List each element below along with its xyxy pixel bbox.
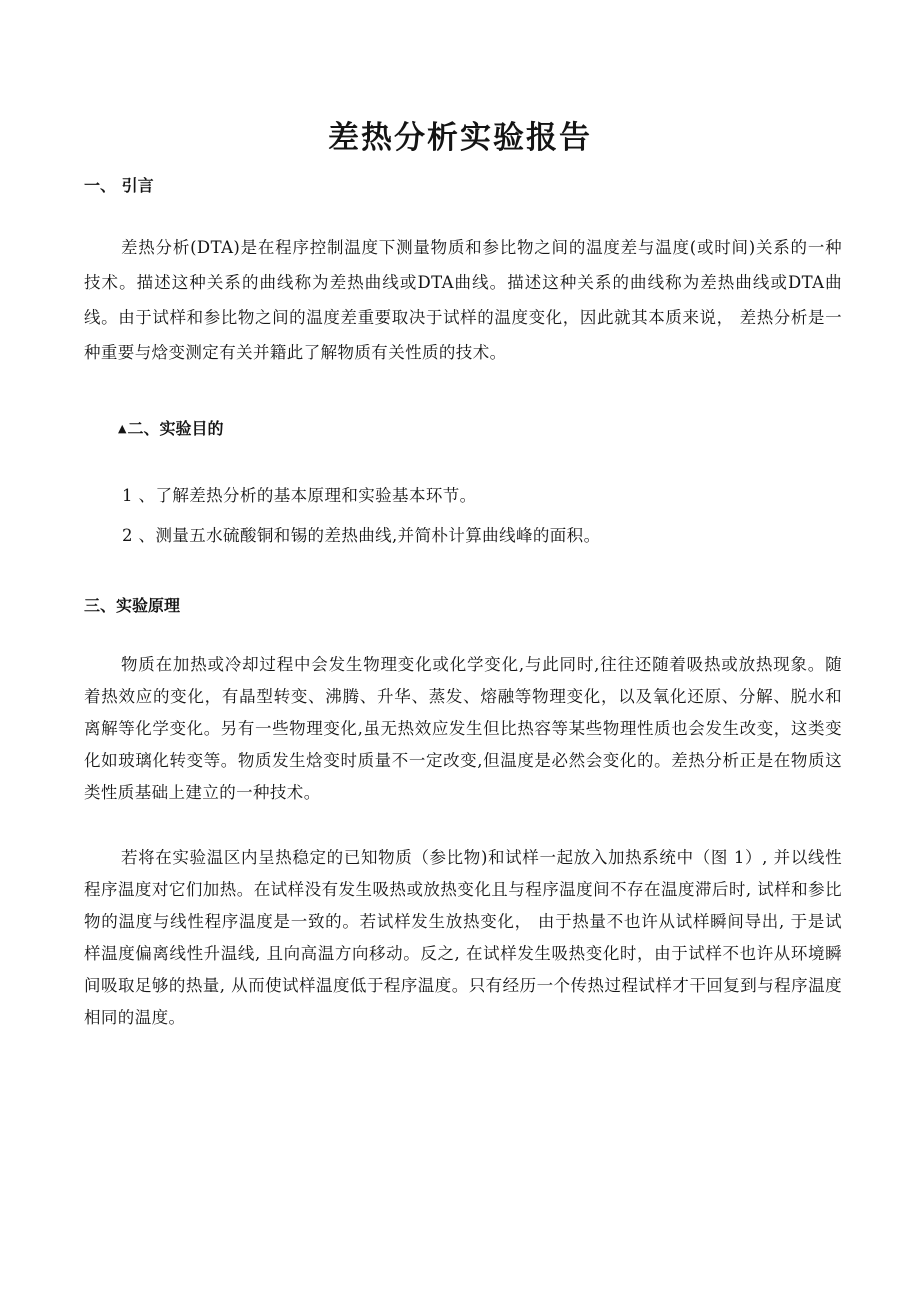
- section-heading-introduction: 一、 引言: [84, 176, 154, 195]
- introduction-paragraph: 差热分析(DTA)是在程序控制温度下测量物质和参比物之间的温度差与温度(或时间)关系的一种技术。描述这种关系的曲线称为差热曲线或DTA曲线。描述这种关系的曲线称为差热曲线或DTA曲线。由于试样和参比物之间的温度差重要取决于试样的温度变化，因此就其本质来说， 差热分析是一种重要与焓变测定有关并籍此了解物质有关性质的技术。: [84, 238, 842, 362]
- principle-paragraph: 物质在加热或冷却过程中会发生物理变化或化学变化,与此同时,往往还随着吸热或放热现象。随着热效应的变化，有晶型转变、沸腾、升华、蒸发、熔融等物理变化，以及氧化还原、分解、脱水和离解等化学变化。另有一些物理变化,虽无热效应发生但比热容等某些物理性质也会发生改变，这类变化如玻璃化转变等。物质发生焓变时质量不一定改变,但温度是必然会变化的。差热分析正是在物质这类性质基础上建立的一种技术。: [84, 655, 842, 802]
- document-title: 差热分析实验报告: [328, 120, 592, 156]
- bullet-mark-icon: ▲: [118, 422, 127, 435]
- objective-item: 1 、了解差热分析的基本原理和实验基本环节。: [122, 486, 477, 505]
- objectives-heading-text: 二、实验目的: [127, 419, 224, 438]
- principle-paragraph: 若将在实验温区内呈热稳定的已知物质（参比物)和试样一起放入加热系统中（图 1）, 并以线性程序温度对它们加热。在试样没有发生吸热或放热变化且与程序温度间不存在温度滞后时, 试样和参比物的温度与线性程序温度是一致的。若试样发生放热变化， 由于热量不也许从试样瞬间导出, 于是试样温度偏离线性升温线, 且向高温方向移动。反之, 在试样发生吸热变化时，由于试样不也许从环境瞬间吸取足够的热量, 从而使试样温度低于程序温度。只有经历一个传热过程试样才干回复到与程序温度相同的温度。: [84, 848, 842, 1027]
- section-heading-principle: 三、实验原理: [84, 596, 181, 615]
- section-heading-objectives: [118, 416, 223, 439]
- objective-item: 2 、测量五水硫酸铜和锡的差热曲线,并简朴计算曲线峰的面积。: [122, 526, 601, 545]
